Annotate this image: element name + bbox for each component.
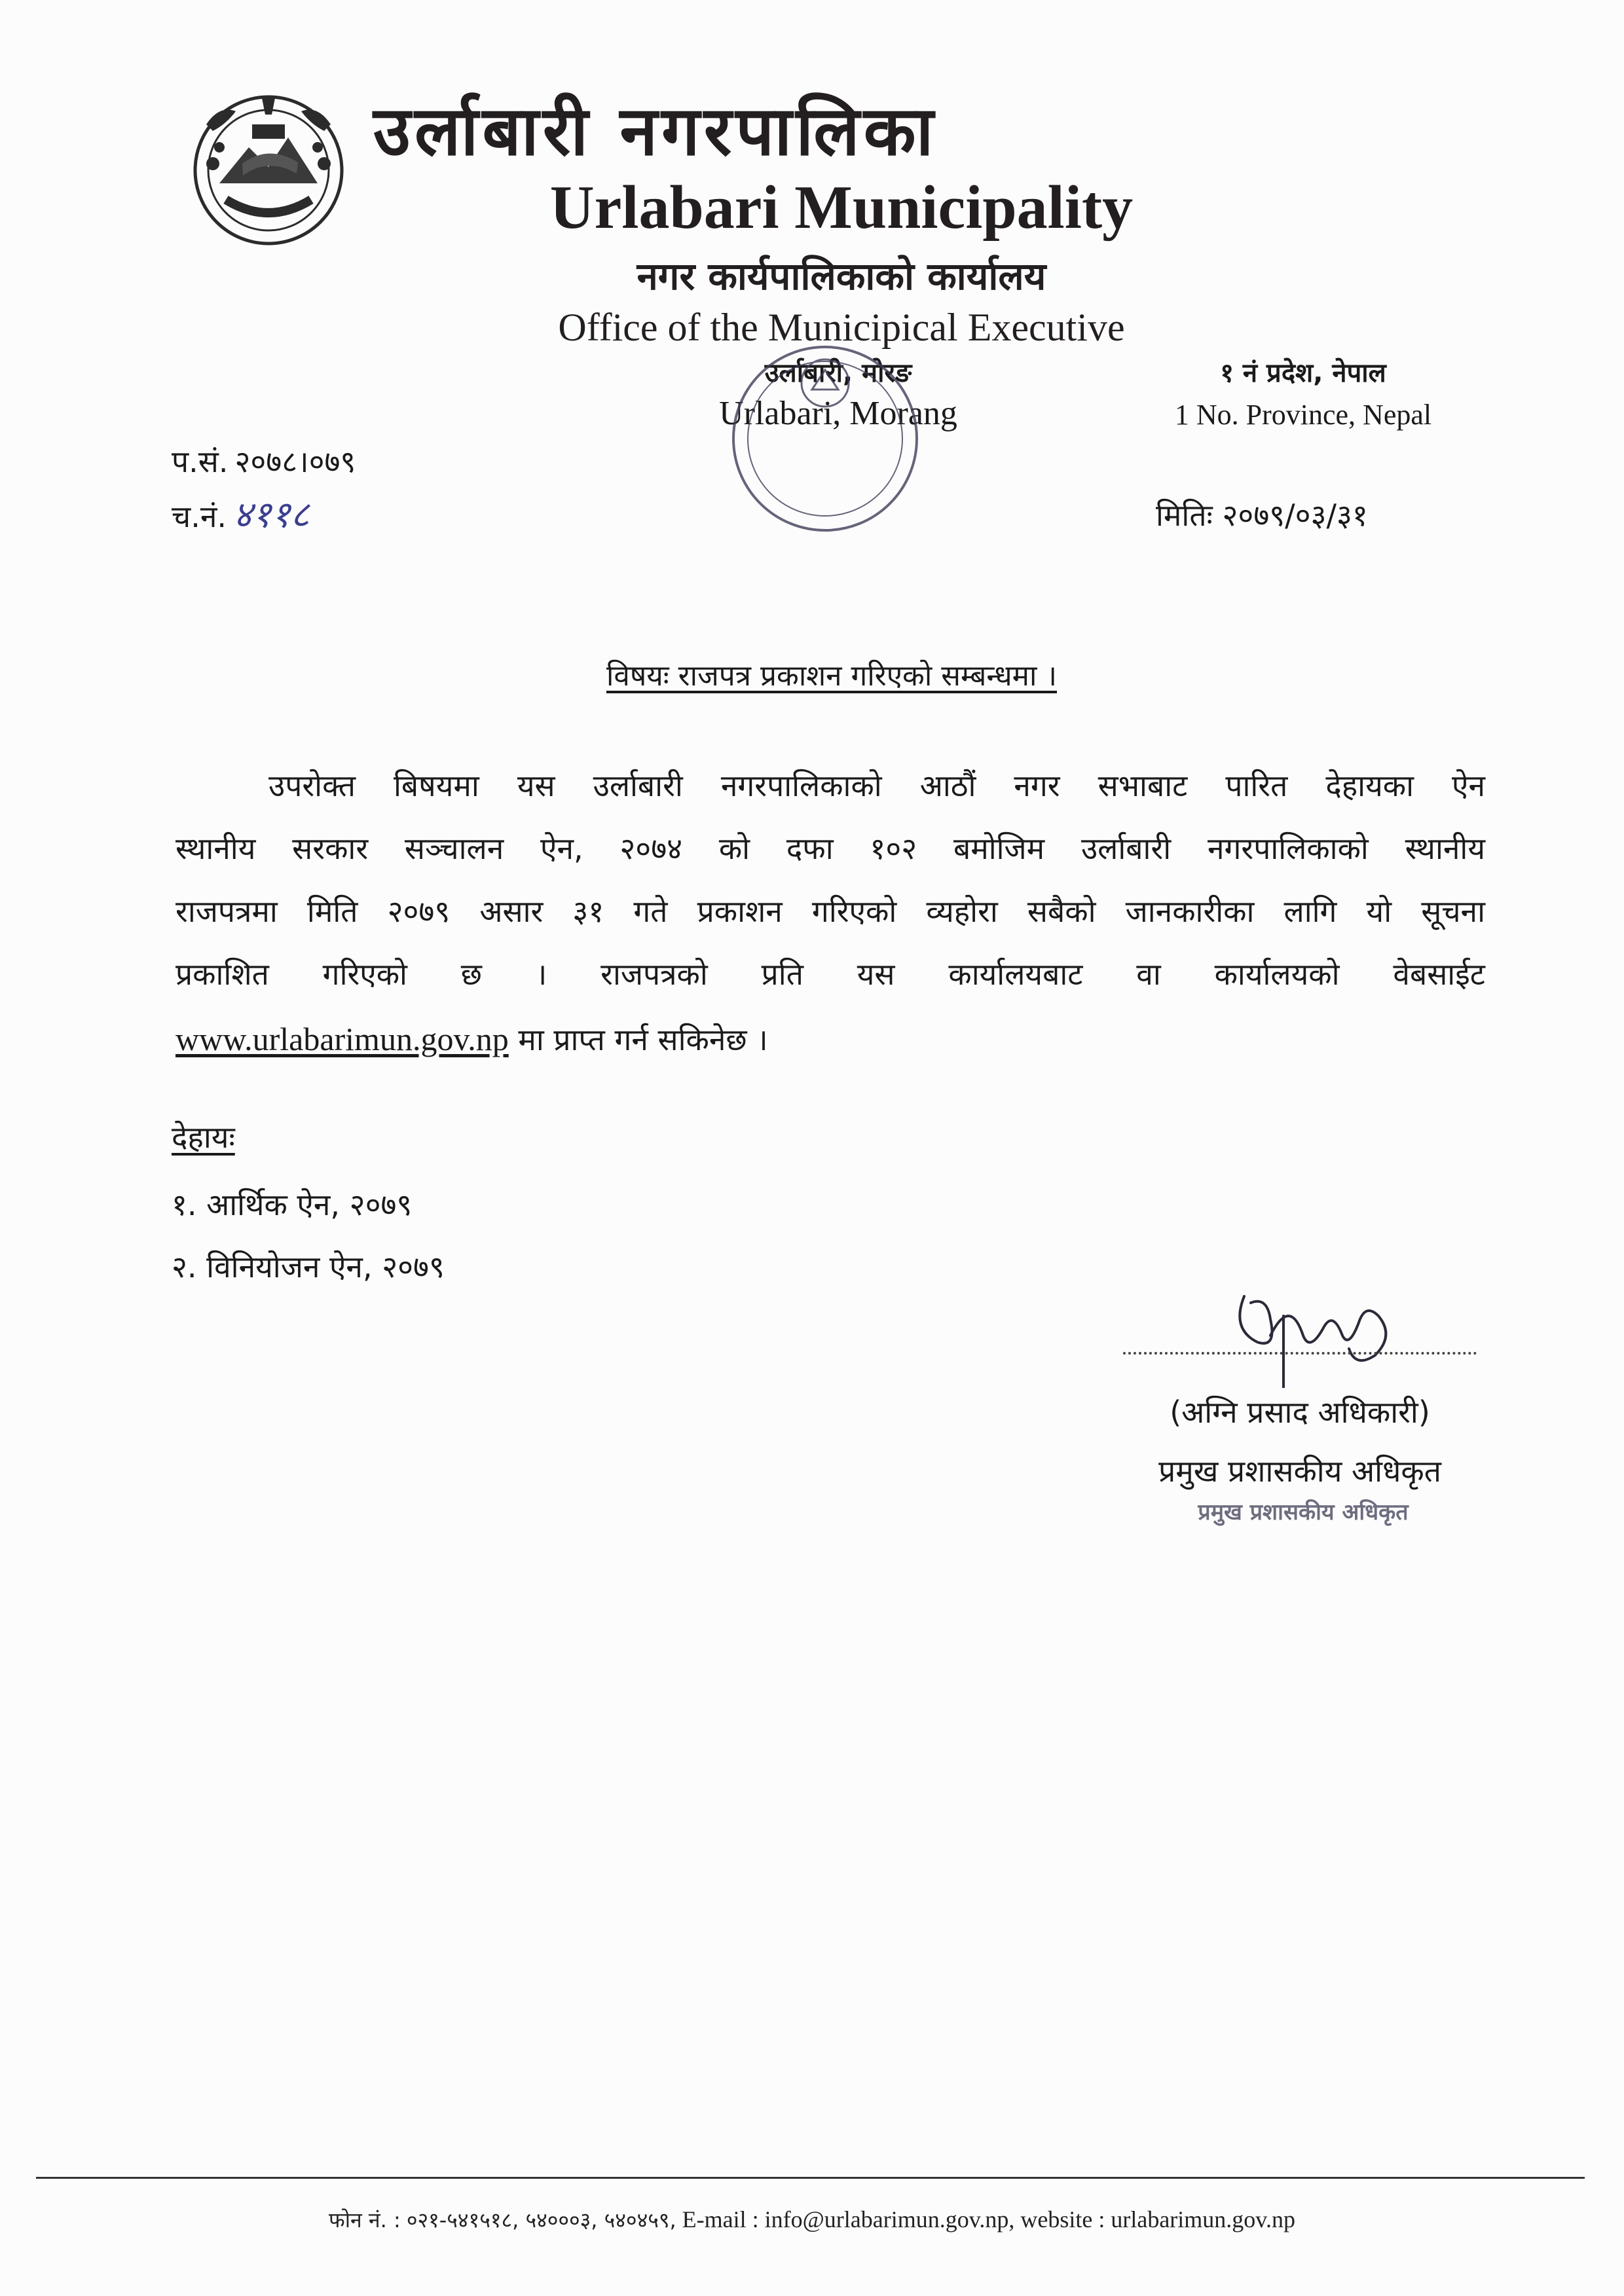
body-line-5 bbox=[175, 1015, 1485, 1064]
office-name-english: Office of the Municipical Executive bbox=[558, 306, 1125, 349]
date-label: मितिः bbox=[1156, 498, 1213, 533]
signature-line bbox=[1123, 1352, 1477, 1355]
footer-divider bbox=[36, 2177, 1585, 2179]
annex-heading: देहायः bbox=[172, 1120, 235, 1155]
signatory-title: प्रमुख प्रशासकीय अधिकृत bbox=[1158, 1453, 1441, 1489]
signatory-seal-stamp: प्रमुख प्रशासकीय अधिकृत bbox=[1198, 1499, 1409, 1525]
signatory-name: (अग्नि प्रसाद अधिकारी) bbox=[1170, 1394, 1430, 1430]
dispatch-number bbox=[172, 492, 309, 539]
date-value: २०७९/०३/३१ bbox=[1222, 498, 1368, 533]
dispatch-number-label: च.नं. bbox=[172, 499, 227, 534]
handwritten-signature-icon bbox=[1218, 1257, 1428, 1388]
letter-subject: विषयः राजपत्र प्रकाशन गरिएको सम्बन्धमा । bbox=[606, 659, 1057, 693]
footer-phone-numbers: ०२१-५४१५१८, ५४०००३, ५४०४५९, bbox=[406, 2208, 676, 2232]
footer-phone-label: फोन नं. : bbox=[329, 2208, 401, 2232]
dispatch-number-value: ४११८ bbox=[232, 494, 310, 536]
footer-contact bbox=[65, 2200, 1559, 2240]
annex-item: २. विनियोजन ऐन, २०७९ bbox=[172, 1249, 445, 1285]
reference-number-label: प.सं. bbox=[172, 444, 229, 479]
body-line-3: राजपत्रमा मिति २०७९ असार ३१ गते प्रकाशन गरिएको व्यहोरा सबैको जानकारीका लागि यो सूचना bbox=[175, 894, 1485, 929]
annex-item: १. आर्थिक ऐन, २०७९ bbox=[172, 1187, 413, 1222]
body-line-5-tail: मा प्राप्त गर्न सकिनेछ । bbox=[508, 1022, 768, 1057]
address-nepali: उर्लाबारी, मोरङ bbox=[764, 358, 912, 388]
province-english: 1 No. Province, Nepal bbox=[1174, 399, 1432, 431]
footer-email-website: E-mail : info@urlabarimun.gov.np, website : urlabarimun.gov.np bbox=[682, 2206, 1295, 2232]
office-name-nepali: नगर कार्यपालिकाको कार्यालय bbox=[637, 254, 1046, 299]
reference-number-value: २०७८।०७९ bbox=[234, 444, 356, 479]
province-nepali: १ नं प्रदेश, नेपाल bbox=[1220, 358, 1386, 388]
municipality-title-nepali: उर्लाबारी नगरपालिका bbox=[373, 91, 938, 171]
body-line-1: उपरोक्त बिषयमा यस उर्लाबारी नगरपालिकाको आठौं नगर सभाबाट पारित देहायका ऐन bbox=[268, 768, 1485, 803]
body-line-2: स्थानीय सरकार सञ्चालन ऐन, २०७४ को दफा १०२ बमोजिम उर्लाबारी नगरपालिकाको स्थानीय bbox=[175, 831, 1485, 866]
reference-number bbox=[172, 439, 356, 484]
address-english: Urlabari, Morang bbox=[719, 395, 957, 432]
website-link[interactable]: www.urlabarimun.gov.np bbox=[175, 1021, 509, 1057]
body-line-4: प्रकाशित गरिएको छ । राजपत्रको प्रति यस कार्यालयबाट वा कार्यालयको वेबसाईट bbox=[175, 957, 1485, 992]
letter-date bbox=[1156, 492, 1368, 538]
municipality-title-english: Urlabari Municipality bbox=[549, 173, 1134, 242]
office-stamp-icon bbox=[707, 331, 943, 547]
municipality-emblem-icon bbox=[180, 85, 357, 249]
